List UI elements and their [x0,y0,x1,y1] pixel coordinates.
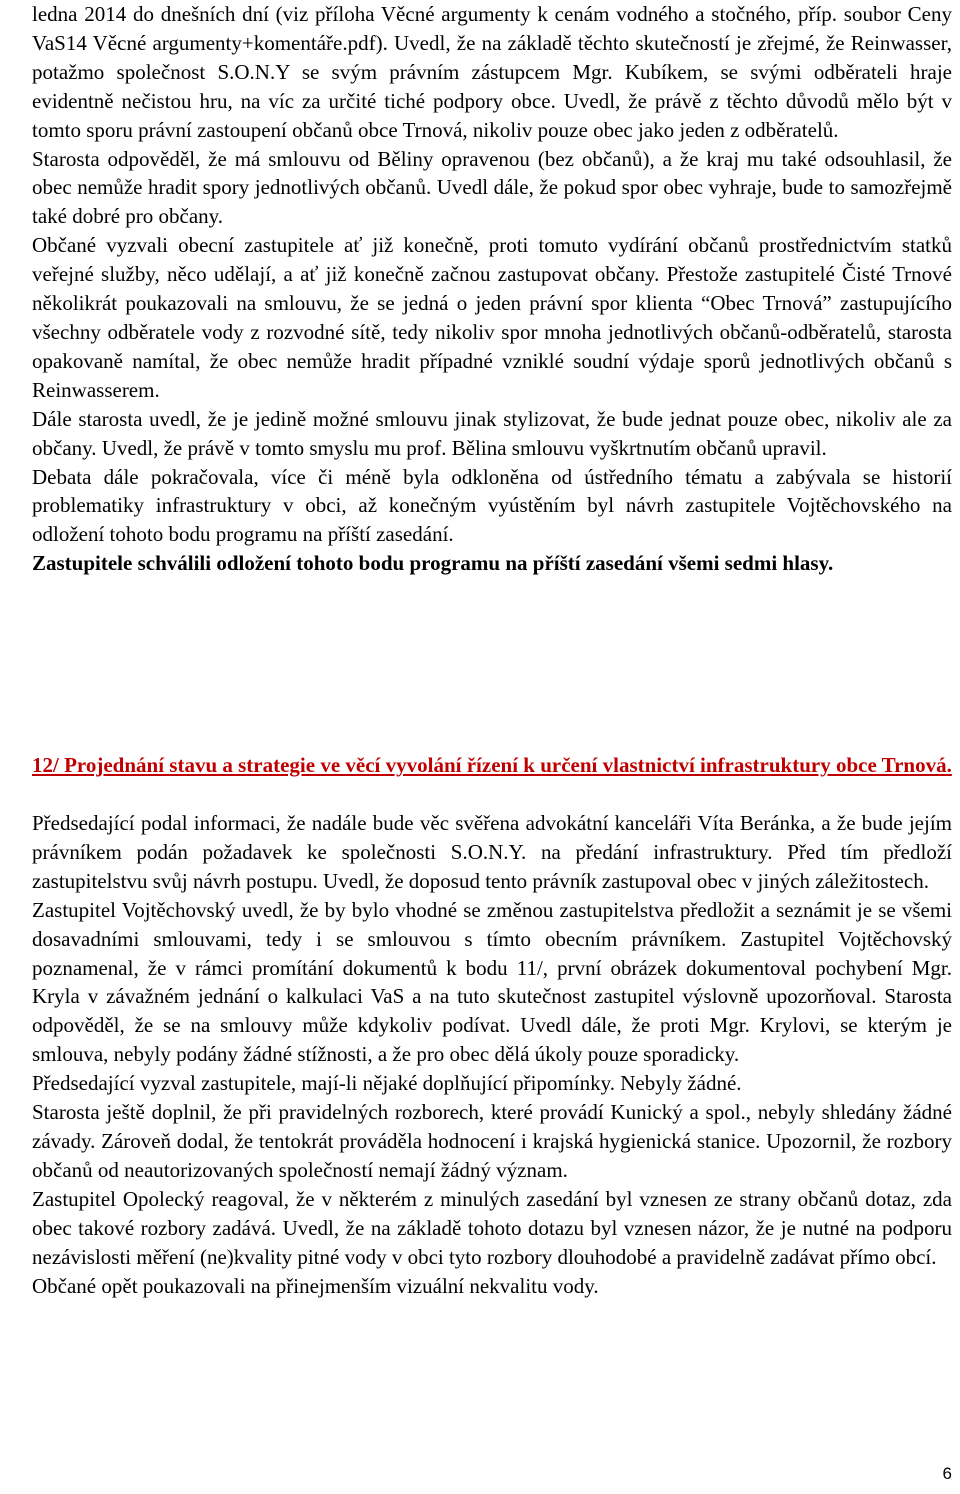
paragraph: Starosta odpověděl, že má smlouvu od Běliny opravenou (bez občanů), a že kraj mu také odsouhlasil, že obec nemůže hradit spory jednotlivých občanů. Uvedl dále, že pokud spor obec vyhraje, bude to samozřejmě také dobré pro občany. [32,146,952,229]
paragraph: Starosta ještě doplnil, že při pravidelných rozborech, které provádí Kunický a spol., nebyly shledány žádné závady. Zároveň dodal, že tentokrát prováděla hodnocení i krajská hygienická stanice. Upozornil, že rozbory občanů od neautorizovaných společností nemají žádný význam. [32,1100,952,1182]
paragraph: Debata dále pokračovala, více či méně byla odkloněna od ústředního tématu a zabývala se historií problematiky infrastruktury v obci, až konečným vyústěním byl návrh zastupitele Vojtěchovského na odložení tohoto bodu programu na příští zasedání. [32,464,952,547]
paragraph: Předsedající vyzval zastupitele, mají-li nějaké doplňující připomínky. Nebyly žádné. [32,1071,742,1096]
paragraph: Občané vyzvali obecní zastupitele ať již konečně, proti tomuto vydírání občanů prostřednictvím statků veřejné služby, něco udělají, a ať již konečně začnou zastupovat občany. Přestože zastupitelé Čisté Trnové několikrát poukazovali na smlouvu, že se jedná o jeden právní spor klienta “Obec Trnová” zastupujícího všechny odběratele vody z rozvodné sítě, tedy nikoliv spor mnoha jednotlivých občanů-odběratelů, starosta opakovaně namítal, že obec nemůže hradit případné vzniklé soudní výdaje sporů jednotlivých občanů s Reinwasserem. [32,233,952,402]
paragraph: ledna 2014 do dnešních dní (viz příloha Věcné argumenty k cenám vodného a stočného, příp. soubor Ceny VaS14 Věcné argumenty+komentáře.pdf). Uvedl, že na základě těchto skutečností je zřejmé, že Reinwasser, potažmo společnost S.O.N.Y se svým právním zástupcem Mgr. Kubíkem, se svými odběrateli hraje evidentně nečistou hru, na víc za určité tiché podpory obce. Uvedl, že právě z těchto důvodů mělo být v tomto sporu právní zastoupení občanů obce Trnová, nikoliv pouze obec jako jeden z odběratelů. [32,2,952,142]
resolution-text: Zastupitele schválili odložení tohoto bodu programu na příští zasedání všemi sedmi hlasy. [32,551,834,576]
paragraph: Předsedající podal informaci, že nadále bude věc svěřena advokátní kanceláři Víta Beránka, a že bude jejím právníkem podán požadavek ke společnosti S.O.N.Y. na předání infrastruktury. Před tím předloží zastupitelstvu svůj návrh postupu. Uvedl, že doposud tento právník zastupoval obec v jiných záležitostech. [32,811,952,893]
page-number: 6 [942,1464,952,1483]
section-heading: 12/ Projednání stavu a strategie ve věcí vyvolání řízení k určení vlastnictví infrastruktury obce Trnová. [32,753,952,777]
paragraph: Občané opět poukazovali na přinejmenším vizuální nekvalitu vody. [32,1273,599,1298]
paragraph: Zastupitel Vojtěchovský uvedl, že by bylo vhodné se změnou zastupitelstva předložit a seznámit je se všemi dosavadními smlouvami, tedy i se smlouvou s tímto obecním právníkem. Zastupitel Vojtěchovský poznamenal, že v rámci promítání dokumentů k bodu 11/, první obrázek dokumentoval pochybení Mgr. Kryla v závažném jednání o kalkulaci VaS a na tuto skutečnost zastupitel výslovně upozorňoval. Starosta odpověděl, že se na smlouvy může kdykoliv podívat. Uvedl dále, že proti Mgr. Krylovi, se kterým je smlouva, nebyly podány žádné stížnosti, a že pro obec dělá úkoly pouze sporadicky. [32,897,952,1067]
document-body-lower [32,809,952,1300]
document-body-upper [32,0,952,578]
paragraph: Dále starosta uvedl, že je jedině možné smlouvu jinak stylizovat, že bude jednat pouze obec, nikoliv ale za občany. Uvedl, že právě v tomto smyslu mu prof. Bělina smlouvu vyškrtnutím občanů upravil. [32,406,952,460]
paragraph: Zastupitel Opolecký reagoval, že v některém z minulých zasedání byl vznesen ze strany občanů dotaz, zda obec takové rozbory zadává. Uvedl, že na základě tohoto dotazu byl vznesen názor, že je nutné na podporu nezávislosti měření (ne)kvality pitné vody v obci tyto rozbory dlouhodobé a pravidelně zadávat přímo obcí. [32,1186,952,1269]
